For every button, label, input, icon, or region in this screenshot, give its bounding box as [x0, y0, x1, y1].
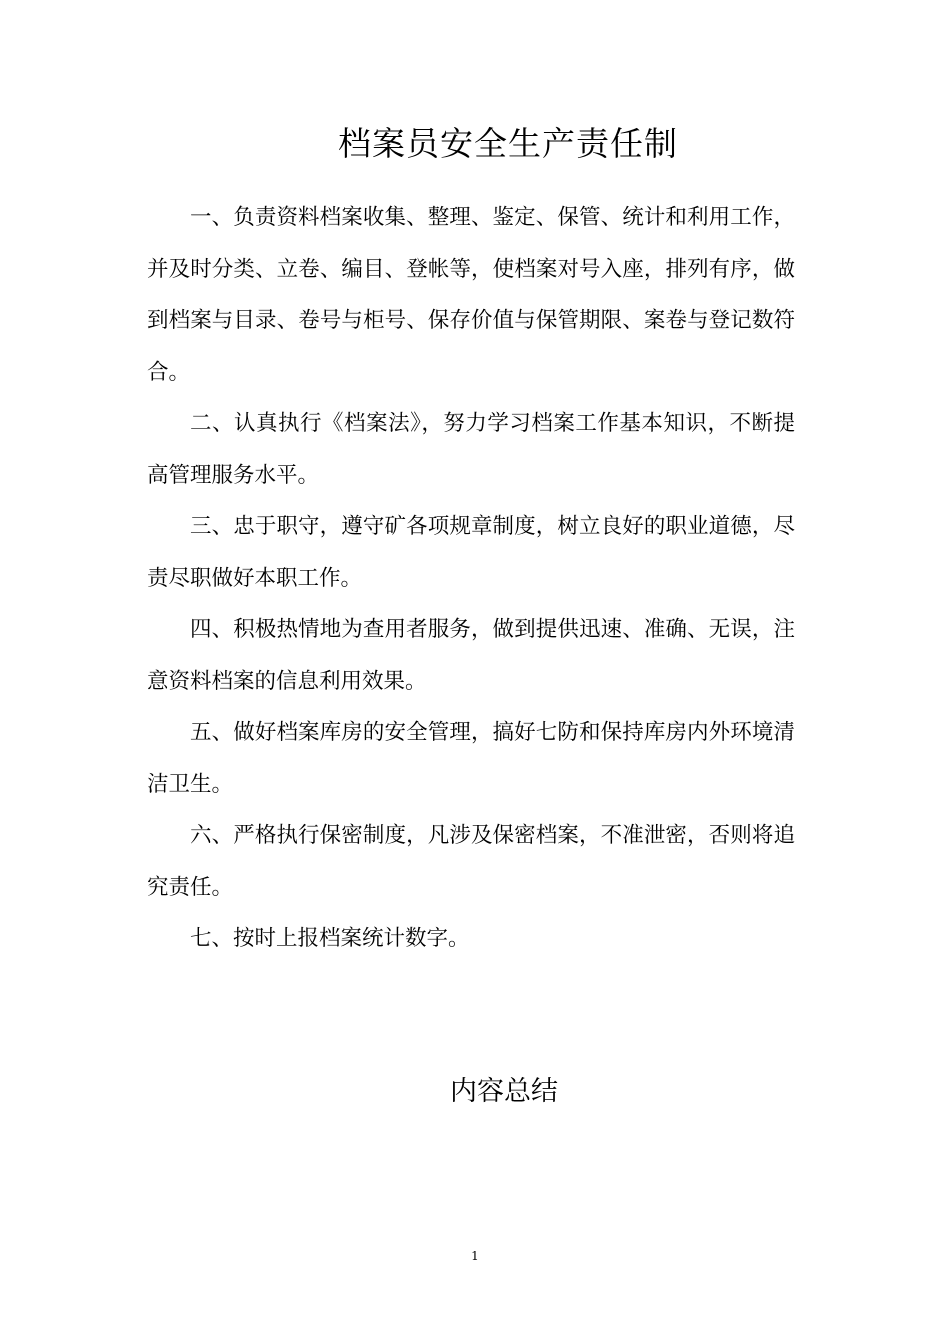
page-number: 1 [471, 1249, 479, 1263]
paragraph-2: 二、认真执行《档案法》，努力学习档案工作基本知识，不断提高管理服务水平。 [147, 411, 795, 488]
document-body [147, 192, 795, 965]
paragraph-4: 四、积极热情地为查用者服务，做到提供迅速、准确、无误，注意资料档案的信息利用效果。 [147, 617, 795, 694]
paragraph-7: 七、按时上报档案统计数字。 [190, 926, 470, 951]
paragraph-1: 一、负责资料档案收集、整理、鉴定、保管、统计和利用工作，并及时分类、立卷、编目、登帐等，使档案对号入座，排列有序，做到档案与目录、卷号与柜号、保存价值与保管期限、案卷与登记数符合。 [147, 205, 795, 385]
paragraph-6: 六、严格执行保密制度，凡涉及保密档案，不准泄密，否则将追究责任。 [147, 823, 795, 900]
paragraph-5: 五、做好档案库房的安全管理，搞好七防和保持库房内外环境清洁卫生。 [147, 720, 795, 797]
summary-heading: 内容总结 [450, 1076, 558, 1107]
paragraph-3: 三、忠于职守，遵守矿各项规章制度，树立良好的职业道德，尽责尽职做好本职工作。 [147, 514, 795, 591]
document-title: 档案员安全生产责任制 [338, 124, 678, 163]
